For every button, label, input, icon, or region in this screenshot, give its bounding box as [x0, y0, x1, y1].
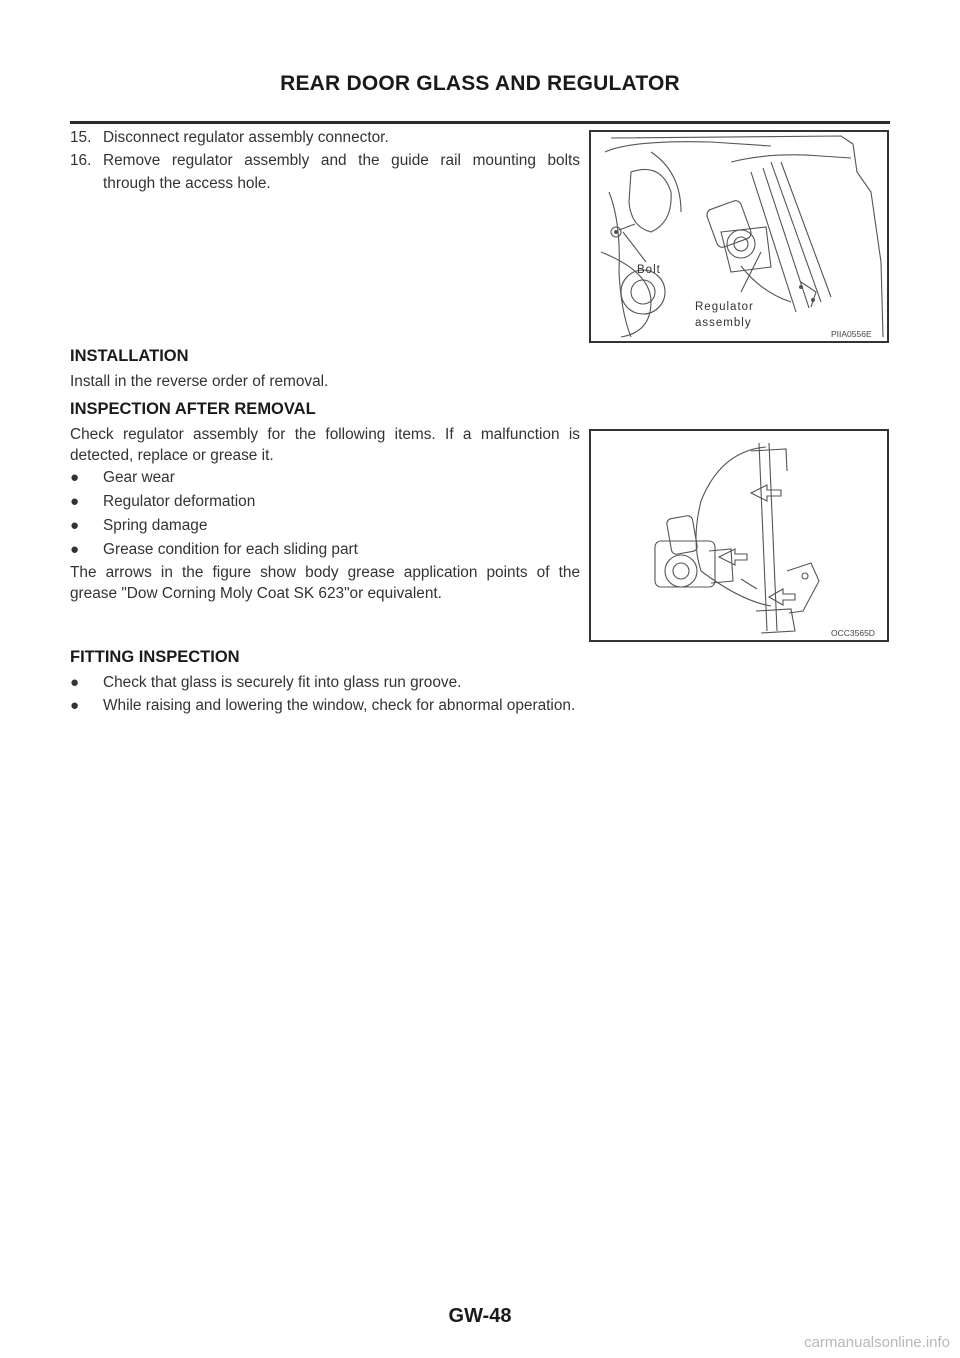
list-item-text: Grease condition for each sliding part — [103, 541, 358, 558]
inspection-intro-line2: detected, replace or grease it. — [70, 447, 274, 464]
list-item — [70, 671, 461, 694]
step-15 — [70, 126, 580, 149]
bullet-icon: ● — [70, 493, 80, 510]
installation-text: Install in the reverse order of removal. — [70, 373, 329, 390]
regulator-removal-illustration — [591, 132, 887, 341]
list-item-text: Gear wear — [103, 469, 175, 486]
figure-id: PIIA0556E — [831, 329, 872, 339]
regulator-label-line2: assembly — [695, 317, 752, 329]
list-item — [70, 538, 358, 561]
bullet-icon: ● — [70, 517, 80, 534]
list-item-text: Spring damage — [103, 517, 208, 534]
list-item — [70, 694, 575, 717]
watermark: carmanualsonline.info — [804, 1334, 950, 1351]
grease-note-line2: grease "Dow Corning Moly Coat SK 623"or equivalent. — [70, 585, 442, 602]
grease-note-line1: The arrows in the figure show body grease application points of the — [70, 564, 580, 581]
list-item-text: Check that glass is securely fit into glass run groove. — [103, 674, 462, 691]
step-text: Disconnect regulator assembly connector. — [103, 129, 389, 146]
list-item — [70, 466, 175, 489]
fitting-heading: FITTING INSPECTION — [70, 648, 240, 666]
step-16 — [70, 149, 580, 172]
step-number: 15. — [70, 129, 92, 146]
installation-heading: INSTALLATION — [70, 347, 189, 365]
list-item-text: Regulator deformation — [103, 493, 256, 510]
step-text: through the access hole. — [103, 175, 271, 192]
page-title: REAR DOOR GLASS AND REGULATOR — [280, 72, 680, 95]
bullet-icon: ● — [70, 674, 80, 691]
inspection-heading: INSPECTION AFTER REMOVAL — [70, 400, 316, 418]
list-item — [70, 514, 207, 537]
inspection-intro-line1: Check regulator assembly for the following items. If a malfunction is — [70, 426, 580, 443]
figure-id: OCC3565D — [831, 628, 875, 638]
bullet-icon: ● — [70, 697, 80, 714]
step-16-continued — [70, 172, 613, 195]
page-number: GW-48 — [448, 1305, 512, 1327]
step-text: Remove regulator assembly and the guide rail mounting bolts — [103, 152, 580, 169]
grease-points-illustration — [591, 431, 887, 640]
list-item — [70, 490, 255, 513]
regulator-label-line1: Regulator — [695, 301, 754, 313]
bullet-icon: ● — [70, 469, 80, 486]
list-item-text: While raising and lowering the window, check for abnormal operation. — [103, 697, 576, 714]
figure-grease-points — [589, 429, 889, 642]
header-rule — [70, 121, 890, 124]
bullet-icon: ● — [70, 541, 80, 558]
bolt-label: Bolt — [637, 264, 661, 276]
step-number: 16. — [70, 152, 92, 169]
figure-regulator-removal — [589, 130, 889, 343]
